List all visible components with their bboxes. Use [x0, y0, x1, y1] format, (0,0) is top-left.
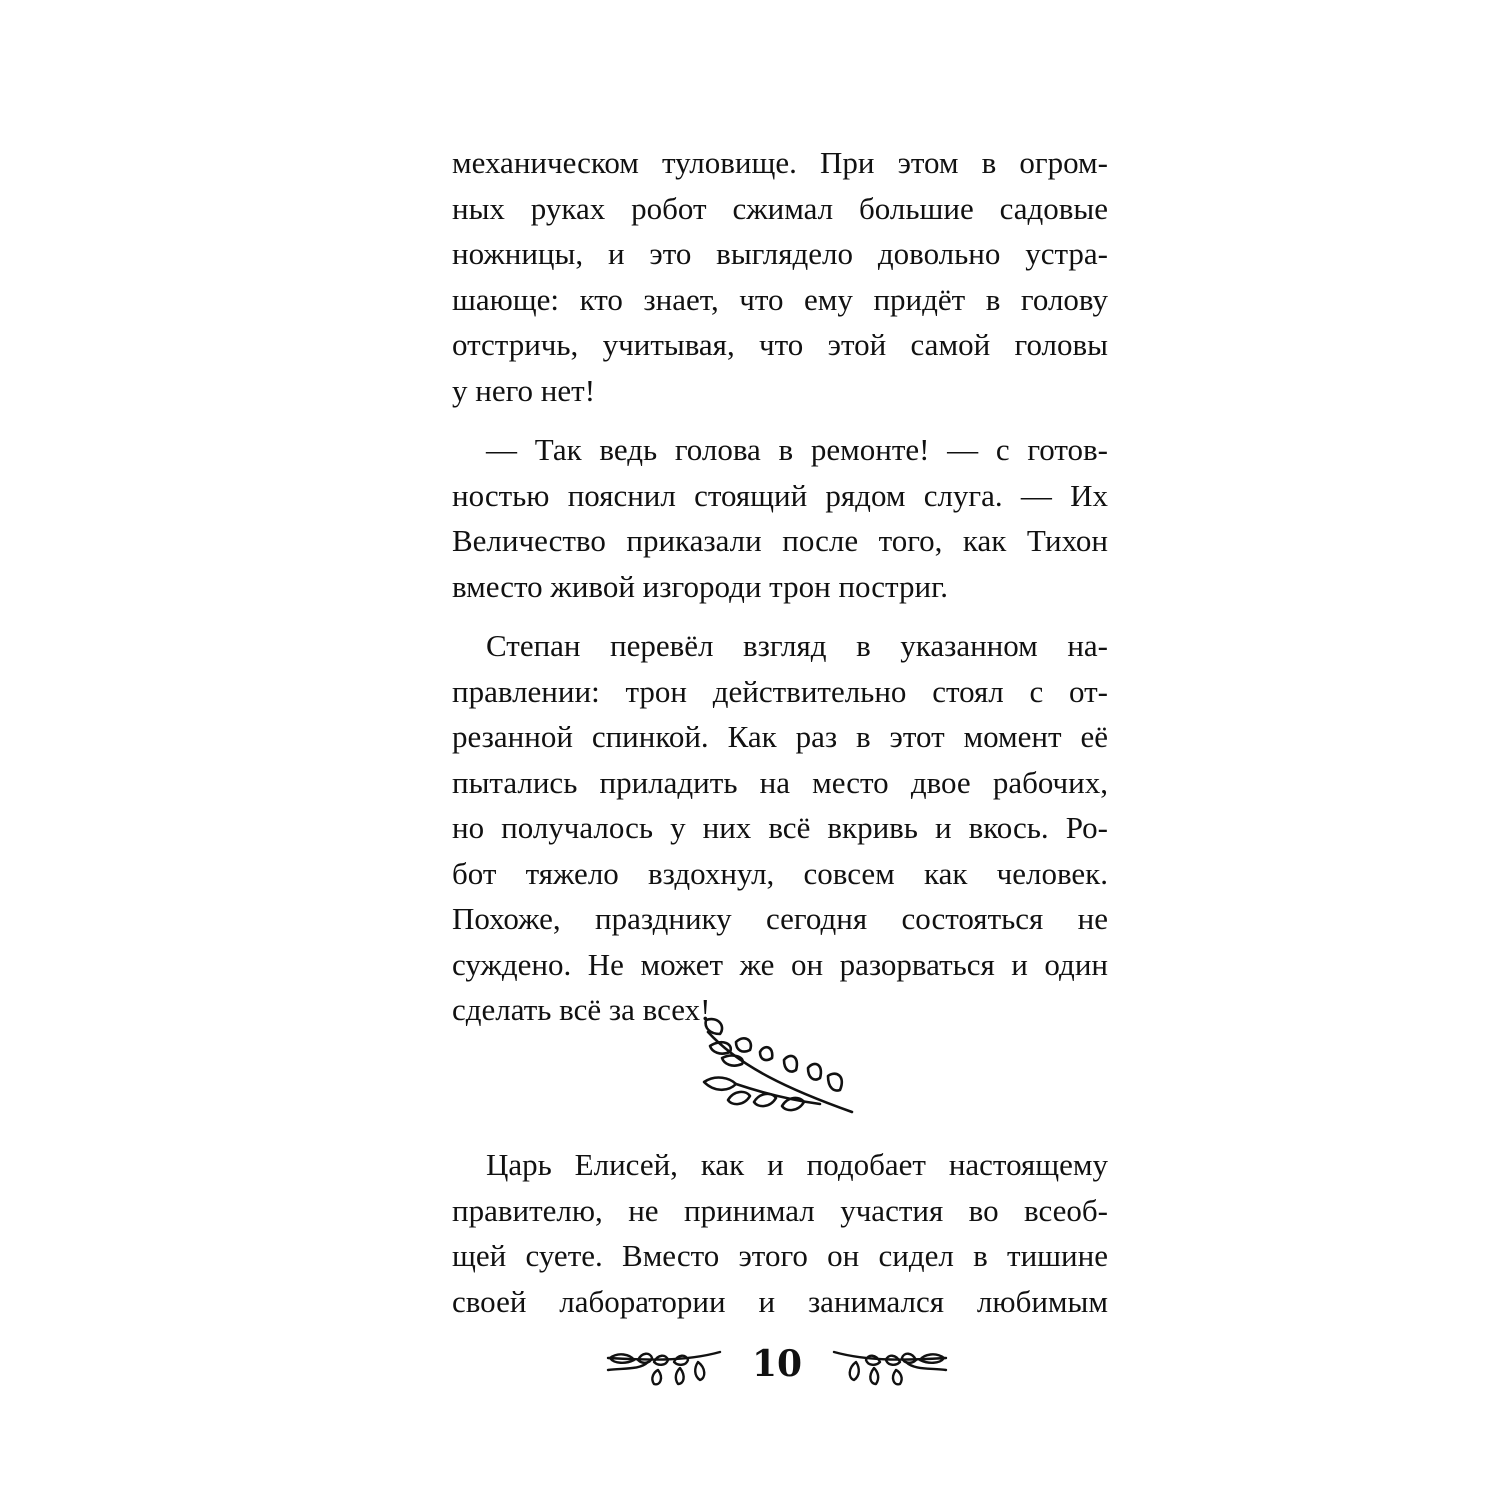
text-line: правителю, не принимал участия во всеоб-: [452, 1192, 1108, 1228]
text-line: Величество приказали после того, как Тихон: [452, 523, 1108, 558]
text-line: — Так ведь голова в ремонте! — с готов-: [486, 432, 1108, 467]
text-line: резанной спинкой. Как раз в этот момент её: [452, 719, 1108, 754]
paragraph-gap: [452, 609, 1108, 623]
text-line: своей лаборатории и занимался любимым: [452, 1283, 1108, 1319]
text-line: ных руках робот сжимал большие садовые: [452, 190, 1108, 226]
laurel-branch-icon: [700, 1012, 860, 1117]
text-line: Похоже, празднику сегодня состояться не: [452, 901, 1108, 936]
laurel-branch-icon: [830, 1348, 950, 1388]
text-line: щей суете. Вместо этого он сидел в тишине: [452, 1238, 1108, 1273]
text-line: шающе: кто знает, что ему придёт в голову: [452, 281, 1108, 317]
page-number: 10: [751, 1343, 803, 1385]
text-block-upper: [452, 140, 1108, 1033]
laurel-branch-icon: [604, 1348, 724, 1388]
text-line: ножницы, и это выглядело довольно устра-: [452, 236, 1108, 271]
text-line: правлении: трон действительно стоял с от-: [452, 673, 1108, 709]
text-line: но получалось у них всё вкривь и вкось. Ро-: [452, 810, 1108, 845]
text-line: ностью пояснил стоящий рядом слуга. — Их: [452, 477, 1108, 513]
text-line: Степан перевёл взгляд в указанном на-: [486, 628, 1108, 663]
text-line: суждено. Не может же он разорваться и один: [452, 946, 1108, 982]
text-line: сделать всё за всех!: [452, 992, 711, 1027]
paragraph-gap: [452, 413, 1108, 427]
text-line: бот тяжело вздохнул, совсем как человек.: [452, 855, 1108, 891]
text-line: у него нет!: [452, 372, 596, 408]
text-line: вместо живой изгороди трон постриг.: [452, 568, 949, 604]
paragraph: [452, 140, 1108, 413]
paragraph: [452, 427, 1108, 609]
text-line: Царь Елисей, как и подобает настоящему: [486, 1147, 1108, 1182]
text-line: пытались приладить на место двое рабочих,: [452, 764, 1108, 800]
paragraph: [452, 623, 1108, 1033]
paragraph: [452, 1142, 1108, 1324]
text-line: отстричь, учитывая, что этой самой головы: [452, 327, 1108, 362]
text-line: механическом туловище. При этом в огром-: [452, 145, 1108, 180]
text-block-lower: [452, 1142, 1108, 1324]
